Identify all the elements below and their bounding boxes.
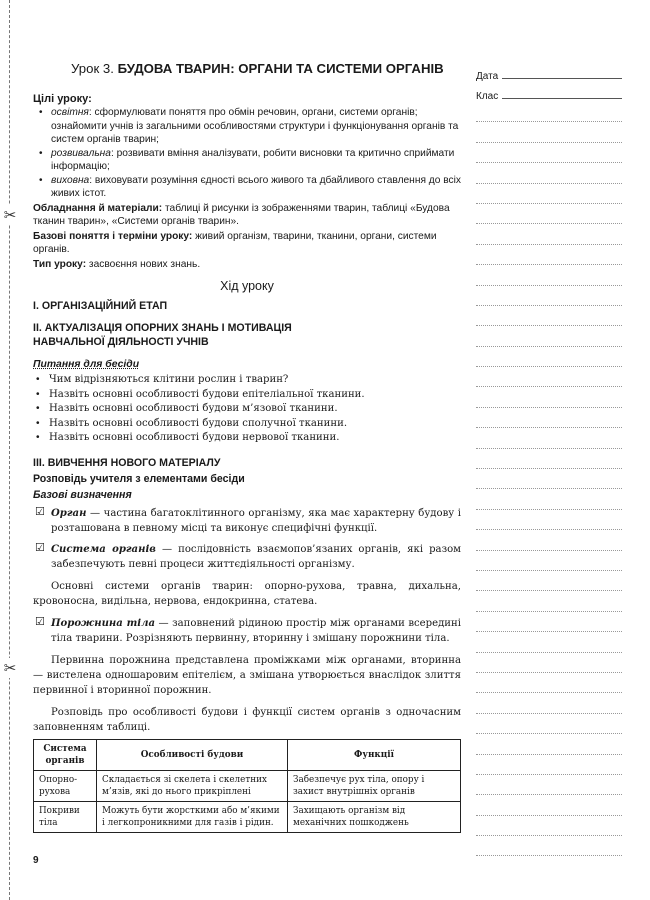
table-row <box>34 801 461 832</box>
equipment <box>33 202 461 229</box>
main-column <box>33 60 461 833</box>
table-header: Особливості будови <box>97 739 288 770</box>
note-line[interactable] <box>476 245 622 265</box>
note-line[interactable] <box>476 163 622 183</box>
class-label: Клас <box>476 91 499 102</box>
table-header: Система органів <box>34 739 97 770</box>
lesson-title-text: БУДОВА ТВАРИН: ОРГАНИ ТА СИСТЕМИ ОРГАНІВ <box>117 61 444 76</box>
note-line[interactable] <box>476 224 622 244</box>
table-header: Функції <box>288 739 461 770</box>
terms <box>33 230 461 257</box>
note-line[interactable] <box>476 836 622 856</box>
note-line[interactable] <box>476 571 622 591</box>
note-line[interactable] <box>476 122 622 142</box>
note-line[interactable] <box>476 693 622 713</box>
lesson-title <box>71 60 461 78</box>
note-line[interactable] <box>476 591 622 611</box>
note-line[interactable] <box>476 286 622 306</box>
note-line[interactable] <box>476 367 622 387</box>
terms-text: живий організм, тварини, тканини, органи, системи органів. <box>33 230 437 255</box>
lesson-type <box>33 258 461 272</box>
definition-organ <box>33 506 461 536</box>
definition-term: Система органів <box>51 543 156 555</box>
note-line[interactable] <box>476 551 622 571</box>
goal-text: : сформулювати поняття про обмін речовин, органи, системи органів; ознайомити учнів із загальними особливостями структури і функціонування органів та систем органів тварин; <box>51 107 459 145</box>
lesson-type-text: засвоєння нових знань. <box>86 258 201 270</box>
note-line[interactable] <box>476 204 622 224</box>
question-list <box>33 373 461 446</box>
conversation-heading: Питання для бесіди <box>33 359 140 370</box>
definition-term: Орган <box>51 507 87 519</box>
equipment-label: Обладнання й матеріали: <box>33 202 163 214</box>
note-line[interactable] <box>476 408 622 428</box>
page-number: 9 <box>33 855 39 866</box>
question-item: • Назвіть основні особливості будови нервової тканини. <box>49 431 461 446</box>
note-line[interactable] <box>476 306 622 326</box>
goal-item <box>51 147 461 174</box>
table-cell: Захищають організм від механічних пошкоджень <box>288 801 461 832</box>
note-line[interactable] <box>476 428 622 448</box>
notes-column <box>476 62 622 856</box>
note-line[interactable] <box>476 795 622 815</box>
section-heading: II. АКТУАЛІЗАЦІЯ ОПОРНИХ ЗНАНЬ І МОТИВАЦІЯ НАВЧАЛЬНОЇ ДІЯЛЬНОСТІ УЧНІВ <box>33 322 292 348</box>
note-line[interactable] <box>476 184 622 204</box>
table-cell: Опорно-рухова <box>34 770 97 801</box>
scissors-icon: ✂ <box>0 205 20 225</box>
table-row <box>34 770 461 801</box>
organ-systems-table <box>33 739 461 833</box>
note-line[interactable] <box>476 755 622 775</box>
table-cell: Забезпечує рух тіла, опору і захист внутрішніх органів <box>288 770 461 801</box>
note-line[interactable] <box>476 673 622 693</box>
section-heading: I. ОРГАНІЗАЦІЙНИЙ ЕТАП <box>33 300 168 312</box>
table-cell: Складається зі скелета і скелетних м’язів, які до нього прикріплені <box>97 770 288 801</box>
note-line[interactable] <box>476 612 622 632</box>
note-line[interactable] <box>476 816 622 836</box>
lesson-type-label: Тип уроку: <box>33 258 87 270</box>
goal-item <box>51 106 461 147</box>
section-heading: III. ВИВЧЕННЯ НОВОГО МАТЕРІАЛУ <box>33 456 221 469</box>
note-lines <box>476 102 622 856</box>
terms-label: Базові поняття і терміни уроку: <box>33 230 193 242</box>
checkbox-icon: ☑ <box>35 540 45 554</box>
note-line[interactable] <box>476 775 622 795</box>
note-line[interactable] <box>476 102 622 122</box>
table-cell: Можуть бути жорсткими або м’якими і легкопроникними для газів і рідин. <box>97 801 288 832</box>
table-cell: Покриви тіла <box>34 801 97 832</box>
definition-text: — частина багатоклітинного організму, яка має характерну будову і розташована в певному місці та виконує специфічні функції. <box>51 507 461 534</box>
definitions-heading: Базові визначення <box>33 488 132 501</box>
systems-paragraph: Основні системи органів тварин: опорно-рухова, травна, дихальна, кровоносна, видільна, нервова, ендокринна, статева. <box>33 580 461 607</box>
goal-label: розвивальна <box>51 147 111 159</box>
class-blank[interactable] <box>502 87 622 99</box>
note-line[interactable] <box>476 326 622 346</box>
question-item: • Назвіть основні особливості будови сполучної тканини. <box>49 417 461 432</box>
note-line[interactable] <box>476 632 622 652</box>
course-heading: Хід уроку <box>220 279 274 293</box>
definition-text: — заповнений рідиною простір між органами всередині тіла тварини. Розрізняють первинну, вторинну і змішану порожнини тіла. <box>51 617 461 644</box>
definition-text: — послідовність взаємопов’язаних органів, які разом забезпечують певні процеси життєдіяльності організму. <box>51 543 462 570</box>
note-line[interactable] <box>476 387 622 407</box>
date-label: Дата <box>476 71 499 82</box>
date-blank[interactable] <box>502 67 622 79</box>
scissors-icon: ✂ <box>0 658 20 678</box>
question-item: • Чим відрізняються клітини рослин і тварин? <box>49 373 461 388</box>
equipment-text: таблиці й рисунки із зображеннями тварин, таблиці «Будова тканин тварин», «Системи органів тварин». <box>33 202 450 227</box>
goals-heading: Цілі уроку: <box>33 93 92 105</box>
question-item: • Назвіть основні особливості будови епітеліальної тканини. <box>49 388 461 403</box>
question-item: • Назвіть основні особливості будови м’язової тканини. <box>49 402 461 417</box>
note-line[interactable] <box>476 530 622 550</box>
goal-label: освітня <box>51 107 89 118</box>
lesson-number: Урок 3. <box>71 61 118 76</box>
date-field <box>476 62 622 82</box>
note-line[interactable] <box>476 449 622 469</box>
goal-label: виховна <box>51 174 90 186</box>
table-header-row <box>34 739 461 770</box>
table-intro: Розповідь про особливості будови і функції систем органів з одночасним заповненням таблиці. <box>33 706 461 733</box>
goals-list <box>33 106 461 201</box>
cut-line <box>9 0 10 900</box>
checkbox-icon: ☑ <box>35 614 45 628</box>
note-line[interactable] <box>476 347 622 367</box>
definition-term: Порожнина тіла <box>51 617 156 629</box>
story-heading: Розповідь учителя з елементами бесіди <box>33 472 245 485</box>
checkbox-icon: ☑ <box>35 504 45 518</box>
goal-item <box>51 174 461 201</box>
goal-text: : виховувати розуміння єдності всього живого та дбайливого ставлення до всіх живих істот. <box>51 174 461 199</box>
class-field <box>476 82 622 102</box>
note-line[interactable] <box>476 265 622 285</box>
note-line[interactable] <box>476 653 622 673</box>
note-line[interactable] <box>476 734 622 754</box>
note-line[interactable] <box>476 714 622 734</box>
note-line[interactable] <box>476 143 622 163</box>
note-line[interactable] <box>476 489 622 509</box>
definition-system <box>33 542 461 572</box>
cavity-paragraph: Первинна порожнина представлена проміжками між органами, вторинна — вистелена одношаровим епітелієм, а змішана утворюється внаслідок злиття первинної і вторинної порожнин. <box>33 654 461 696</box>
definition-cavity <box>33 616 461 646</box>
note-line[interactable] <box>476 510 622 530</box>
goal-text: : розвивати вміння аналізувати, робити висновки та критично сприймати інформацію; <box>51 147 455 172</box>
note-line[interactable] <box>476 469 622 489</box>
